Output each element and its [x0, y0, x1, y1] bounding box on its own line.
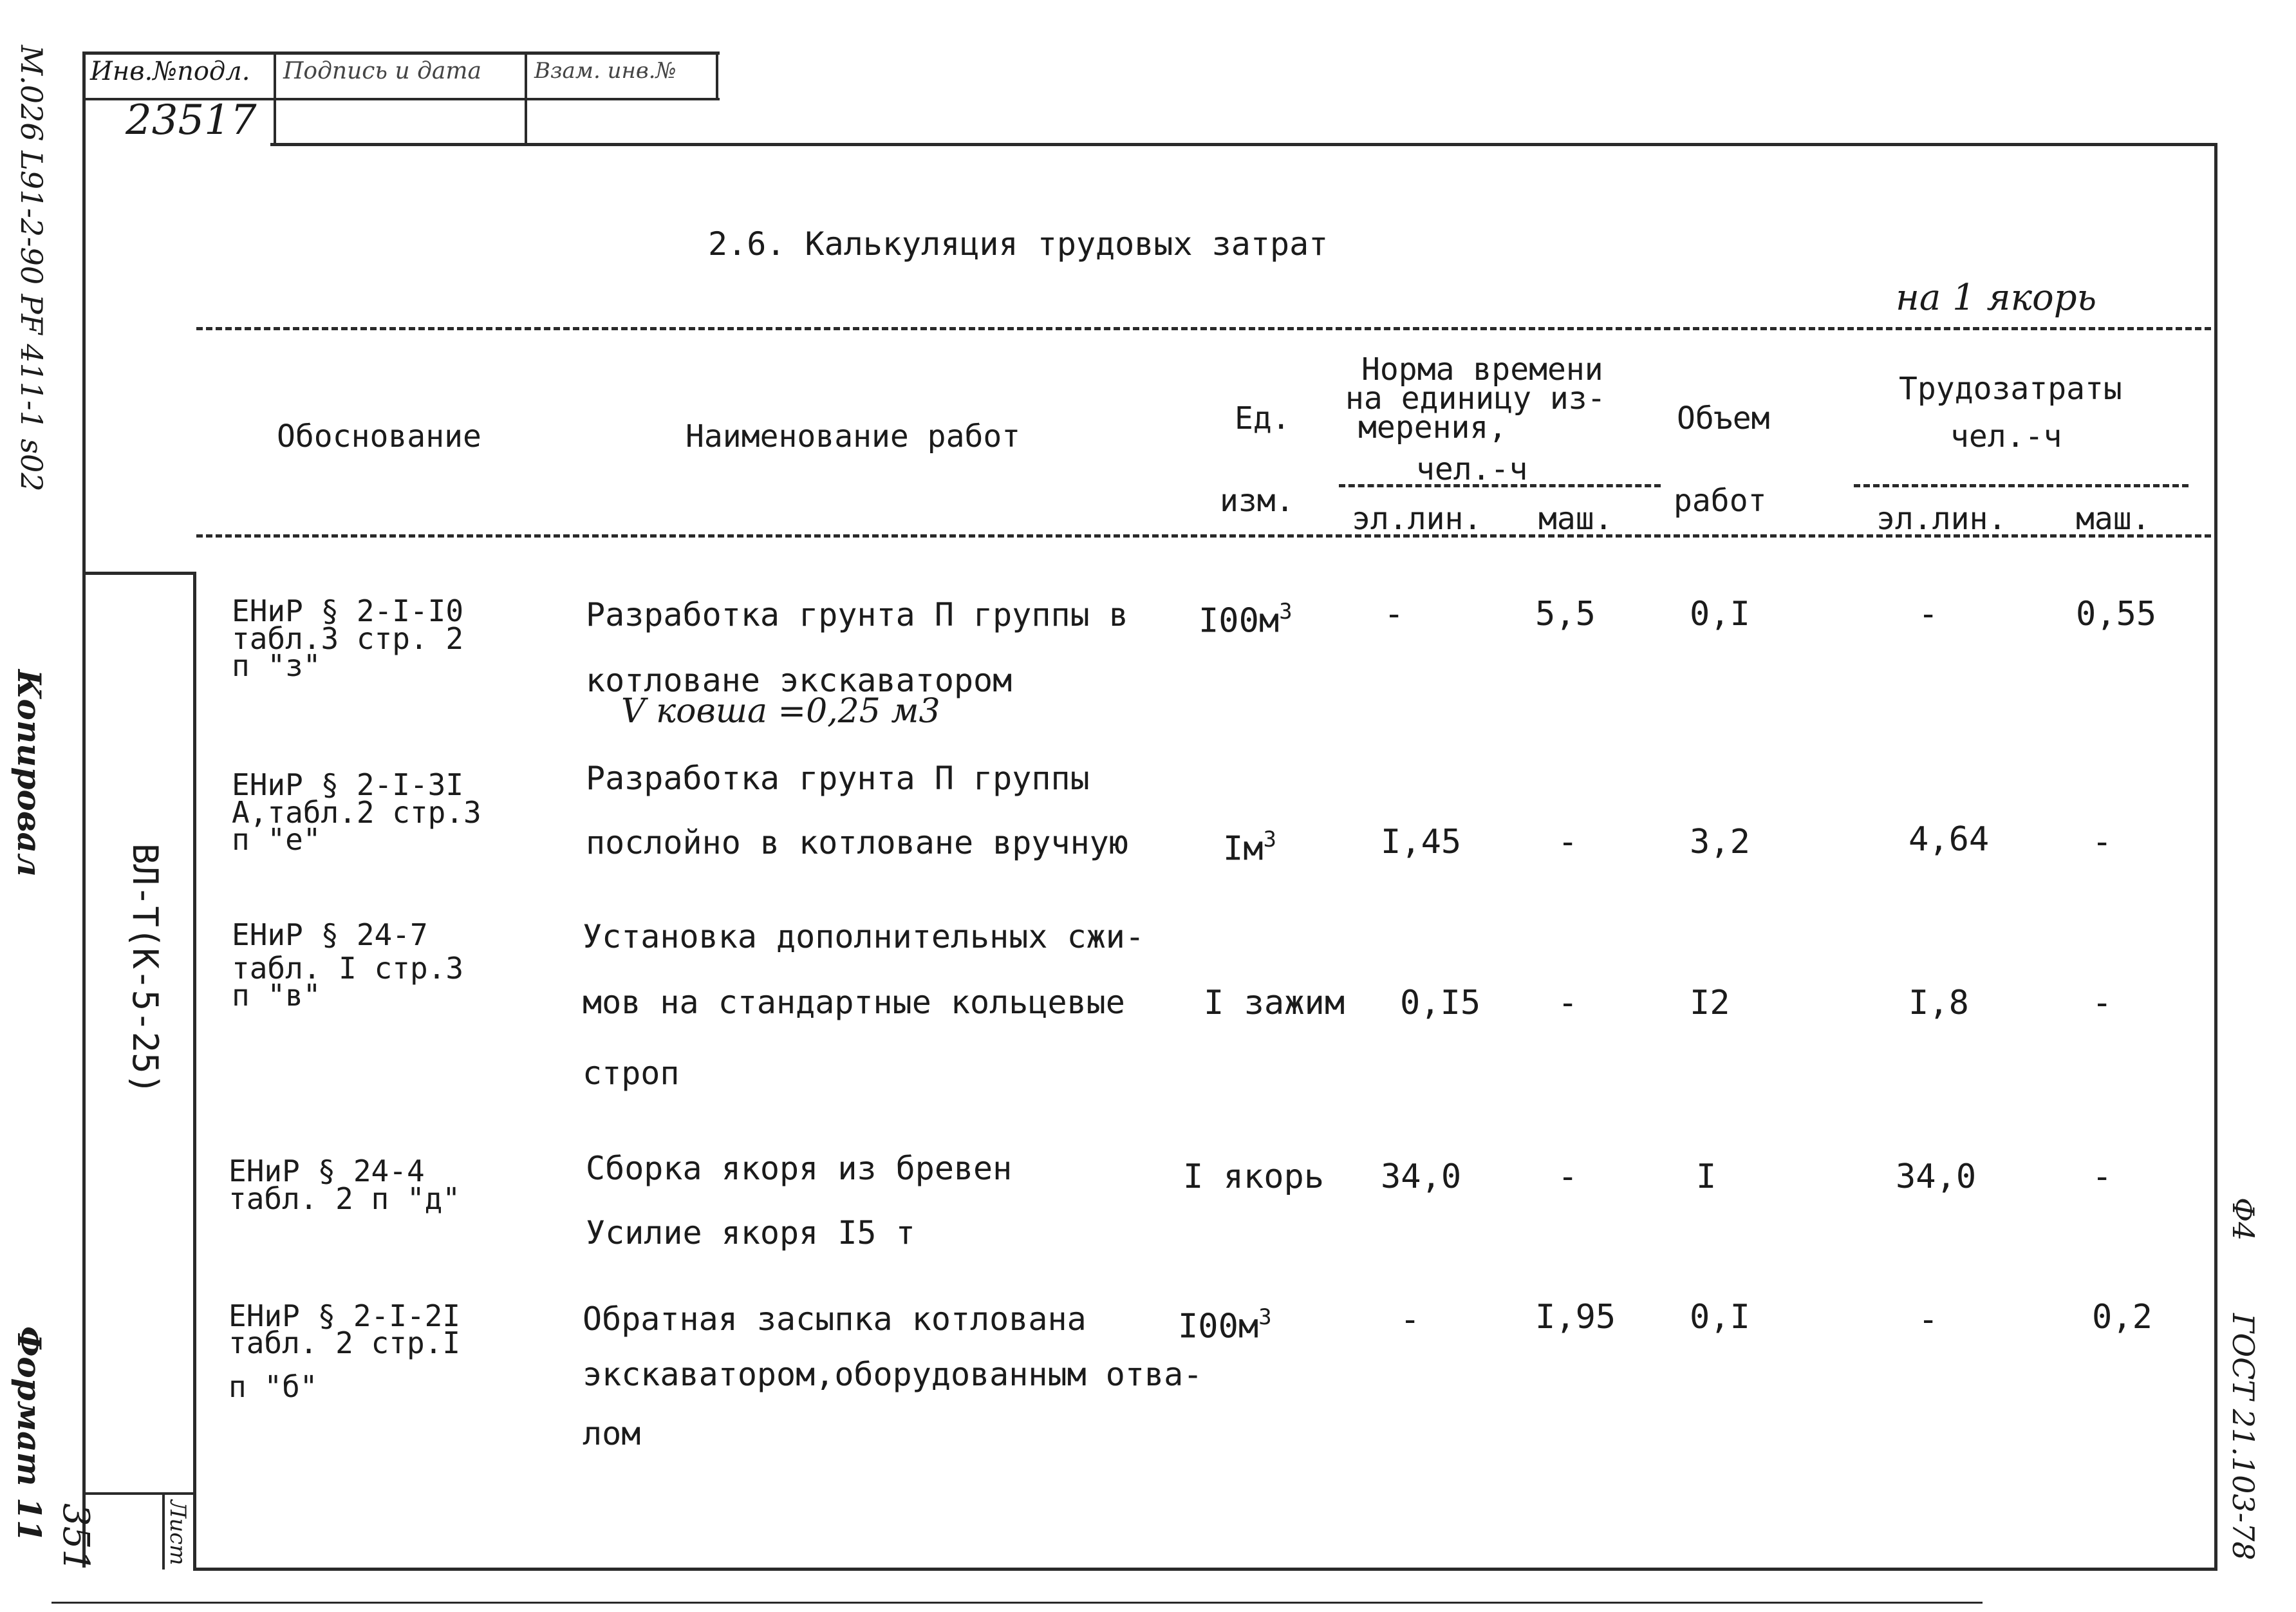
header-volume-2: работ: [1674, 483, 1767, 519]
stamp-sign-label: Подпись и дата: [283, 58, 481, 84]
row5-work-1: Обратная засыпка котлована: [583, 1300, 1087, 1338]
row5-volume: 0,I: [1690, 1298, 1750, 1336]
right-margin-code: Ф4: [2226, 1197, 2261, 1241]
row4-basis-1: ЕНиР § 24-4: [229, 1154, 425, 1188]
row3-basis-1: ЕНиР § 24-7: [232, 917, 428, 952]
row3-labor-mash: -: [2092, 984, 2113, 1022]
row5-labor-el: -: [1918, 1300, 1939, 1339]
labor-sub-rule: [1854, 484, 2189, 487]
row4-norm-mash: -: [1558, 1157, 1578, 1196]
row1-norm-el: -: [1384, 595, 1405, 633]
left-strip-right: [193, 572, 196, 1570]
row5-basis-2: табл. 2 стр.I: [229, 1326, 461, 1360]
header-work-name: Наименование работ: [686, 418, 1021, 455]
header-norm-el: эл.лин.: [1352, 501, 1482, 537]
header-basis: Обоснование: [277, 418, 481, 455]
row2-basis-3: п "е": [232, 822, 321, 857]
row1-basis-1: ЕНиР § 2-I-I0: [232, 594, 464, 628]
row2-unit: $Iм^3$: [1223, 827, 1276, 868]
row2-norm-el: I,45: [1381, 823, 1462, 861]
margin-top-vertical-code: M.026 L91-2-90 PF 411-1 s02: [14, 45, 49, 492]
row4-basis-2: табл. 2 п "д": [229, 1181, 461, 1216]
sheet-number: 351: [55, 1503, 97, 1572]
frame-right: [2214, 143, 2217, 1571]
row4-work-1: Сборка якоря из бревен: [586, 1150, 1013, 1187]
header-labor-1: Трудозатраты: [1899, 371, 2122, 407]
left-strip-top: [82, 572, 195, 575]
row2-basis-2: А,табл.2 стр.3: [232, 795, 481, 830]
row1-work-note: V ковша =0,25 м3: [621, 692, 940, 731]
row5-work-2: экскаватором,оборудованным отва-: [583, 1356, 1203, 1393]
bottom-rule: [51, 1602, 1983, 1604]
row1-norm-mash: 5,5: [1535, 595, 1596, 633]
stamp-inv-value: 23517: [126, 97, 257, 144]
outer-frame-left: [82, 52, 86, 1568]
stamp-replace-label: Взам. инв.№: [534, 58, 677, 84]
row3-volume: I2: [1690, 984, 1730, 1022]
row1-volume: 0,I: [1690, 595, 1750, 633]
row4-unit: I якорь: [1183, 1157, 1325, 1196]
margin-format-label: Формат 11: [10, 1326, 48, 1542]
header-labor-el: эл.лин.: [1876, 501, 2007, 537]
row3-basis-2: табл. I стр.3: [232, 951, 464, 986]
stamp-inv-label: Инв.№подл.: [90, 57, 250, 86]
row4-work-2: Усилие якоря I5 т: [586, 1214, 915, 1251]
row3-work-3: строп: [583, 1054, 680, 1092]
header-top-rule: [196, 327, 2211, 330]
row5-labor-mash: 0,2: [2092, 1298, 2152, 1336]
row1-work-1: Разработка грунта П группы в: [586, 596, 1128, 633]
row2-work-1: Разработка грунта П группы: [586, 760, 1090, 797]
row4-labor-mash: -: [2092, 1157, 2113, 1196]
header-norm-1: Норма времени: [1361, 351, 1603, 388]
row5-basis-3: п "б": [229, 1369, 318, 1404]
row2-volume: 3,2: [1690, 823, 1750, 861]
header-norm-4: чел.-ч: [1416, 451, 1528, 487]
row3-norm-el: 0,I5: [1400, 984, 1481, 1022]
header-labor-2: чел.-ч: [1950, 418, 2062, 455]
row2-work-2: послойно в котловане вручную: [586, 824, 1128, 861]
row2-basis-1: ЕНиР § 2-I-3I: [232, 767, 464, 802]
frame-bottom: [193, 1568, 2217, 1571]
frame-top: [270, 143, 2217, 146]
row2-labor-el: 4,64: [1909, 820, 1990, 859]
sheet-label: Лист: [165, 1500, 191, 1566]
per-unit-note: на 1 якорь: [1896, 277, 2097, 319]
row3-norm-mash: -: [1558, 984, 1578, 1022]
block-code: ВЛ-Т(К-5-25): [125, 843, 165, 1095]
header-norm-2: на единицу из-: [1345, 380, 1606, 417]
row5-work-3: лом: [583, 1415, 641, 1452]
row4-labor-el: 34,0: [1896, 1157, 1977, 1196]
header-unit-1: Ед.: [1235, 400, 1291, 436]
header-norm-3: мерения,: [1358, 409, 1507, 445]
row1-labor-mash: 0,55: [2076, 595, 2157, 633]
row3-work-2: мов на стандартные кольцевые: [583, 984, 1125, 1021]
row4-volume: I: [1696, 1157, 1717, 1196]
row2-labor-mash: -: [2092, 823, 2113, 861]
header-unit-2: изм.: [1220, 483, 1294, 519]
row1-labor-el: -: [1918, 595, 1939, 633]
header-volume-1: Объем: [1677, 400, 1770, 436]
stamp-divider-3: [716, 52, 718, 100]
header-labor-mash: маш.: [2076, 501, 2151, 537]
row1-basis-2: табл.3 стр. 2: [232, 621, 464, 656]
row4-norm-el: 34,0: [1381, 1157, 1462, 1196]
margin-copied-label: Копировал: [10, 670, 48, 877]
page-title: 2.6. Калькуляция трудовых затрат: [708, 225, 1329, 263]
row3-labor-el: I,8: [1909, 984, 1969, 1022]
row3-basis-3: п "в": [232, 978, 321, 1013]
row3-work-1: Установка дополнительных сжи-: [583, 918, 1144, 955]
row3-unit: I зажим: [1204, 984, 1345, 1022]
row1-unit: $I00м^3$: [1199, 599, 1293, 641]
sheet-box-top: [82, 1492, 195, 1495]
row2-norm-mash: -: [1558, 823, 1578, 861]
row5-norm-mash: I,95: [1535, 1298, 1616, 1336]
right-margin-gost: ГОСТ 21.103-78: [2226, 1313, 2261, 1560]
row5-unit: $I00м^3$: [1178, 1304, 1272, 1346]
row5-basis-1: ЕНиР § 2-I-2I: [229, 1298, 461, 1333]
row5-norm-el: -: [1400, 1300, 1421, 1339]
header-norm-mash: маш.: [1538, 501, 1613, 537]
outer-frame-top-stamp: [82, 52, 720, 55]
row1-work-2: котловане экскаватором: [586, 662, 1013, 699]
row1-basis-3: п "з": [232, 648, 321, 683]
